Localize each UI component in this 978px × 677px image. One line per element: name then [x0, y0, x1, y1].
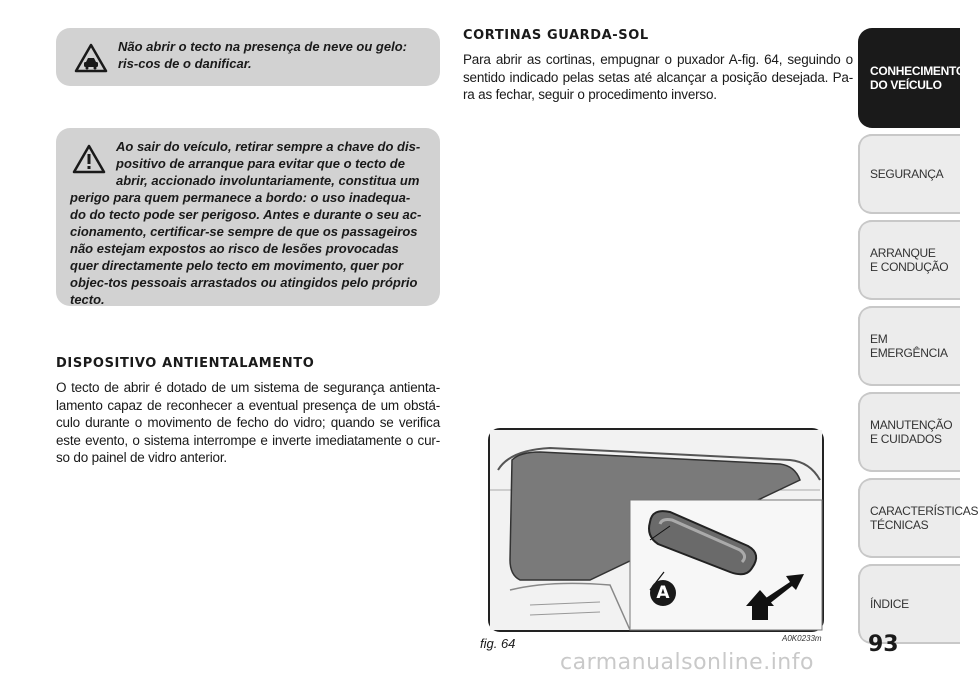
tab-label: ÍNDICE [870, 597, 909, 611]
tab-label: MANUTENÇÃO E CUIDADOS [870, 418, 953, 446]
tab-label: SEGURANÇA [870, 167, 944, 181]
warning-box-snow [56, 28, 440, 86]
figure-caption: fig. 64 [480, 636, 516, 651]
snow-car-warning-icon [74, 43, 108, 73]
figure-callout-label: A [656, 583, 670, 603]
page-number: 93 [868, 632, 899, 657]
figure-callout-a [650, 580, 676, 606]
sun-blind-body: Para abrir as cortinas, empugnar o puxador A-fig. 64, seguindo o sentido indicado pelas setas até alcançar a posição desejada. Pa-ra as fechar, seguir o procedimento inverso. [463, 52, 853, 102]
figure-sunblind [488, 428, 824, 632]
tab-label: CONHECIMENTO DO VEÍCULO [870, 64, 965, 92]
anti-pinch-body: O tecto de abrir é dotado de um sistema de segurança antienta-lamento capaz de reconhecer a eventual presença de um obstá-culo durante o movimento de fecho do vidro; quando se verifica este evento, o sistema interrompe e inverte imediatamente o cur-so do painel de vidro anterior. [56, 380, 440, 465]
right-column [463, 28, 853, 104]
tab-label: ARRANQUE E CONDUÇÃO [870, 246, 949, 274]
left-column [56, 28, 440, 467]
anti-pinch-title: DISPOSITIVO ANTIENTALAMENTO [56, 356, 315, 371]
tab-emergencia[interactable] [858, 306, 960, 386]
tab-label: EM EMERGÊNCIA [870, 332, 948, 360]
figure-code: A0K0233m [782, 634, 822, 643]
tab-seguranca[interactable] [858, 134, 960, 214]
tab-arranque[interactable] [858, 220, 960, 300]
warning-box-key [56, 128, 440, 306]
anti-pinch-section [56, 356, 440, 467]
watermark: carmanualsonline.info [560, 650, 814, 675]
tab-label: CARACTERÍSTICAS TÉCNICAS [870, 504, 978, 532]
sun-blind-title: CORTINAS GUARDA-SOL [463, 28, 649, 43]
warning-text-snow: Não abrir o tecto na presença de neve ou gelo: ris-cos de o danificar. [118, 39, 407, 71]
tab-manutencao[interactable] [858, 392, 960, 472]
chapter-sidebar [858, 28, 978, 650]
exclamation-warning-icon [72, 144, 106, 174]
tab-caracteristicas[interactable] [858, 478, 978, 558]
warning-text-key-rest: perigo para quem permanece a bordo: o uso inadequa-do do tecto pode ser perigoso. Antes e durante o seu ac-cionamento, certificar-se sempre de que os passageiros não estejam expostos ao risco de lesões provocadas quer directamente pelo tecto em movimento, quer por objec-tos pessoais arrastados ou atingidos pelo próprio tecto. [70, 190, 422, 307]
tab-conhecimento[interactable] [858, 28, 965, 128]
warning-text-key-head: Ao sair do veículo, retirar sempre a chave do dis-positivo de arranque para evitar que o tecto de abrir, accionado involuntariamente, constitua um [116, 139, 421, 188]
